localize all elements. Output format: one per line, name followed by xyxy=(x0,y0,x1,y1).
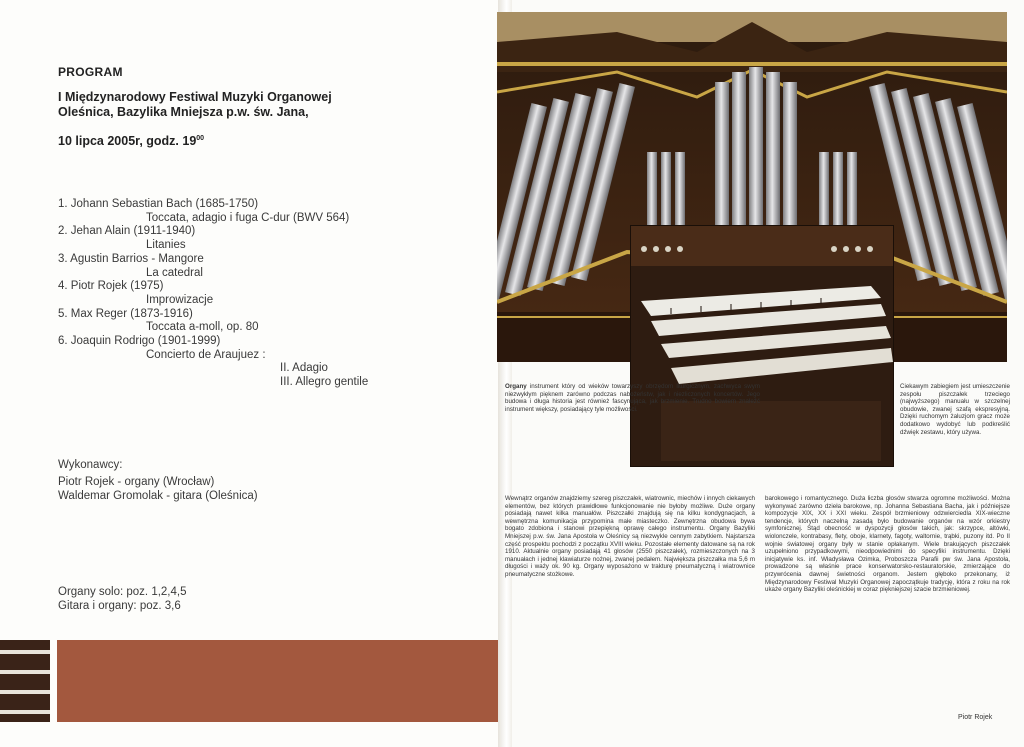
performers-heading: Wykonawcy: xyxy=(58,459,123,471)
festival-line-2: Oleśnica, Bazylika Mniejsza p.w. św. Jana, xyxy=(58,105,309,119)
piece-work: Toccata, adagio i fuga C-dur (BWV 564) xyxy=(146,211,350,224)
organ-console-illustration xyxy=(631,226,893,466)
piece-work: La catedral xyxy=(146,266,203,279)
piece-composer: 5. Max Reger (1873-1916) xyxy=(58,307,193,320)
date-text: 10 lipca 2005r, godz. 19 xyxy=(58,134,197,148)
piece-composer: 6. Joaquin Rodrigo (1901-1999) xyxy=(58,335,221,348)
left-page xyxy=(0,0,500,747)
festival-line-1: I Międzynarodowy Festiwal Muzyki Organowej xyxy=(58,90,332,104)
piece-work: Litanies xyxy=(146,239,186,252)
organ-console-photo xyxy=(630,225,894,467)
decorative-band xyxy=(57,640,503,722)
article-lead-word: Organy xyxy=(505,383,527,390)
program-pieces xyxy=(58,198,438,390)
movement: III. Allegro gentile xyxy=(280,376,369,389)
concert-date xyxy=(58,134,204,148)
date-sup: 00 xyxy=(196,134,205,142)
article-signature: Piotr Rojek xyxy=(958,714,993,721)
piece-composer: 2. Jehan Alain (1911-1940) xyxy=(58,225,196,238)
instrument-assignments xyxy=(58,585,187,613)
article-body-left: Wewnątrz organów znajdziemy szereg piszczałek, wiatrownic, miechów i innych ciekawych elementów, bez których prawidłowe funkcjonowanie nie byłoby możliwe. Duże organy posiadają nawet kilka manuałów. Piszczałki znajdują się na kilku kondygnacjach, a wewnętrzna komunikacja przypomina małe miasteczko. Zewnętrzna obudowa bywa bogato zdobiona i stanowi przepiękną oprawę całego instrumentu. Organy Bazyliki Mniejszej p.w. św. Jana Apostoła w Oleśnicy są niezwykle cennym zabytkiem. Najstarsza część prospektu pochodzi z początku XVIII wieku. Pozostałe elementy datowane są na rok 1910. Aktualnie organy posiadają 41 głosów (2550 piszczałek), rozmieszczonych na 3 manuałach i jednej klawiaturze nożnej, zwanej pedałem. Największa piszczałka ma 5,6 m długości i waży ok. 90 kg. Organy wyposażono w trakturę pneumatyczną i wiatrownice pneumatyczne stożkowe. xyxy=(505,495,755,578)
movement: II. Adagio xyxy=(280,362,328,375)
article-intro-text: instrument który od wieków towarzyszy obrzędom liturgicznym, zachwyca swym niezwykłym pięknem zarówno podczas nabożeństw, jak i niezliczonych koncertów. Jego budowa i długa historia jest również fascynująca, jak brzmienie. Trudno bowiem znaleźć instrument większy, posiadający tyle możliwości. xyxy=(505,383,760,413)
article-intro xyxy=(505,383,760,413)
performer: Waldemar Gromolak - gitara (Oleśnica) xyxy=(58,490,258,502)
assignment: Gitara i organy: poz. 3,6 xyxy=(58,600,181,612)
assignment: Organy solo: poz. 1,2,4,5 xyxy=(58,586,187,598)
piece-composer: 3. Agustin Barrios - Mangore xyxy=(58,252,204,265)
piece-work: Improwizacje xyxy=(146,293,214,306)
performer: Piotr Rojek - organy (Wrocław) xyxy=(58,476,215,488)
organ-keys-thumbnail xyxy=(0,640,50,722)
performers xyxy=(58,458,258,503)
festival-title xyxy=(58,90,332,120)
article-side-column: Ciekawym zabiegiem jest umieszczenie zespołu piszczałek trzeciego (najwyższego) manuału w szczelnej obudowie, zwanej szafą ekspresyjną. Dzięki ruchomym żaluzjom gracz może dodatkowo wydobyć lub podkreślić dźwięk zestawu, który używa. xyxy=(900,383,1010,436)
piece-composer: 4. Piotr Rojek (1975) xyxy=(58,280,164,293)
article-body-right: barokowego i romantycznego. Duża liczba głosów stwarza ogromne możliwości. Można wykonywać zarówno dzieła barokowe, np. Johanna Sebastiana Bacha, jak i późniejsze kompozycje XIX, XX i XXI wieku. Zespół brzmieniowy odzwierciedla XIX-wieczne tendencje, których naczelną zasadą było budowanie organów na wzór orkiestry symfonicznej. Stąd obecność w dyspozycji głosów takich, jak: skrzypce, altówki, wiolonczele, kontrabasy, flety, oboje, klarnety, fagoty, waltornie, trąbki, puzony itd. Po II wojnie światowej organy były w stanie opłakanym. Wiele brakujących piszczałek uzupełniono przypadkowymi, nieodpowiednimi do specyfiki instrumentu. Dzięki inicjatywie ks. inf. Władysława Ozimka, Proboszcza Parafii pw św. Jana Apostoła, prowadzone są właśnie prace konserwatorsko-restauratorskie, zmierzające do przywrócenia dawnej świetności organom. Jestem głęboko przekonany, iż Międzynarodowy Festiwal Muzyki Organowej zapoczątkuje tradycję, która z roku na rok ukaże organy Bazyliki oleśnickiej w coraz piękniejszej szacie brzmieniowej. xyxy=(765,495,1010,594)
piece-work: Toccata a-moll, op. 80 xyxy=(146,321,259,334)
piece-composer: 1. Johann Sebastian Bach (1685-1750) xyxy=(58,198,259,210)
program-label: PROGRAM xyxy=(58,65,123,79)
piece-work: Concierto de Araujuez : xyxy=(146,348,266,361)
